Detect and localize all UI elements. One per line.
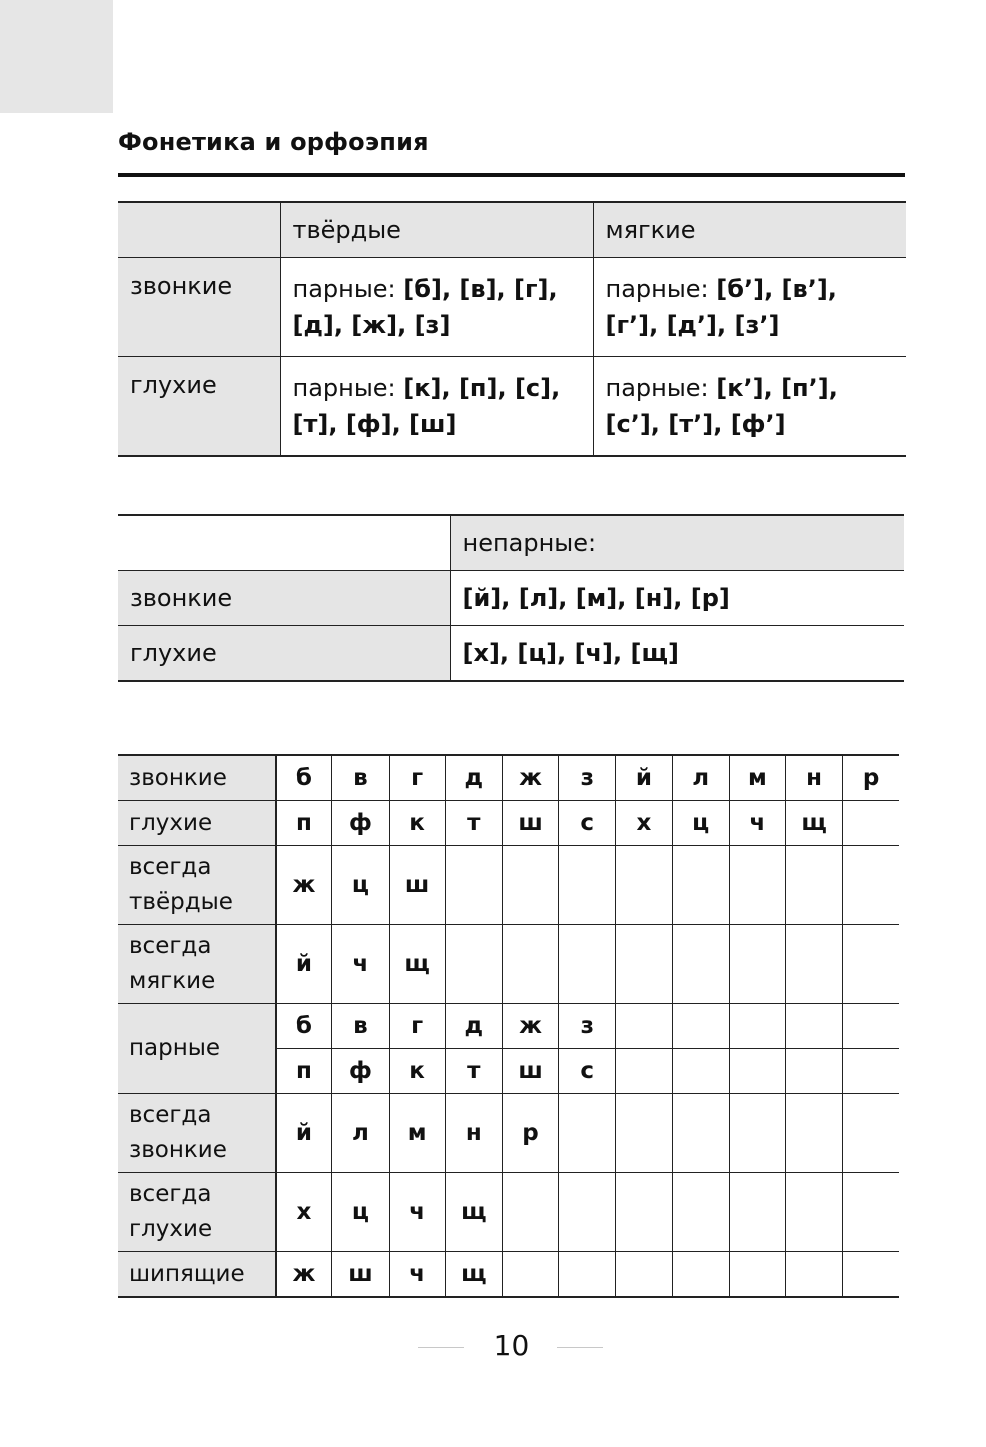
letter-cell: ф — [332, 1049, 389, 1094]
table-row — [118, 1004, 899, 1049]
table-row — [118, 626, 904, 682]
voiced-hard-cell — [280, 258, 593, 357]
letter-cell: н — [785, 755, 842, 801]
letter-cell: ч — [332, 925, 389, 1004]
letter-cell: щ — [785, 801, 842, 846]
letter-cell: ш — [389, 846, 445, 925]
table-row — [118, 1094, 899, 1173]
paired-values: [к], [п], [с], [т], [ф], [ш] — [292, 374, 561, 438]
letter-cell: в — [332, 755, 389, 801]
letter-cell — [729, 1173, 785, 1252]
letter-cell: р — [843, 755, 899, 801]
letter-cell: ж — [276, 846, 332, 925]
letter-cell: г — [389, 1004, 445, 1049]
letter-cell: ч — [729, 801, 785, 846]
letter-cell — [616, 1252, 672, 1298]
row-label: всегда мягкие — [118, 925, 276, 1004]
letter-cell: ш — [332, 1252, 389, 1298]
letter-cell: ж — [502, 1004, 558, 1049]
letter-cell — [729, 925, 785, 1004]
letter-cell: п — [276, 1049, 332, 1094]
letter-cell — [843, 1173, 899, 1252]
paired-values: [б’], [в’], [г’], [д’], [з’] — [605, 275, 837, 339]
hard-soft-table — [118, 201, 906, 457]
header-empty-cell — [118, 202, 280, 258]
letter-cell — [559, 925, 616, 1004]
letter-cell — [843, 1252, 899, 1298]
table-row — [118, 1252, 899, 1298]
letter-cell: ш — [502, 1049, 558, 1094]
letter-cell — [616, 925, 672, 1004]
header-soft: мягкие — [593, 202, 906, 258]
letter-cell — [785, 1004, 842, 1049]
letter-cell: ц — [332, 846, 389, 925]
letter-cell — [672, 1173, 729, 1252]
letter-cell: ф — [332, 801, 389, 846]
letter-cell — [672, 1252, 729, 1298]
row-label: всегда твёрдые — [118, 846, 276, 925]
letter-cell: ч — [389, 1252, 445, 1298]
letter-cell — [559, 1094, 616, 1173]
letter-cell — [843, 1094, 899, 1173]
corner-tab-block — [0, 0, 113, 113]
letter-cell — [616, 846, 672, 925]
letter-cell — [785, 1094, 842, 1173]
letter-cell — [843, 1049, 899, 1094]
letter-cell — [843, 925, 899, 1004]
letter-cell — [616, 1094, 672, 1173]
letter-cell — [785, 1173, 842, 1252]
header-unpaired: непарные: — [450, 515, 904, 571]
row-label: шипящие — [118, 1252, 276, 1298]
row-label: всегда глухие — [118, 1173, 276, 1252]
letter-cell — [729, 1252, 785, 1298]
letter-cell: л — [672, 755, 729, 801]
letter-cell — [616, 1173, 672, 1252]
row-label: звонкие — [118, 258, 280, 357]
letter-cell — [502, 1173, 558, 1252]
letter-cell: д — [445, 1004, 502, 1049]
letter-cell: п — [276, 801, 332, 846]
letter-cell — [445, 846, 502, 925]
letter-cell — [559, 1252, 616, 1298]
letter-cell — [785, 846, 842, 925]
letter-cell: в — [332, 1004, 389, 1049]
unpaired-values: [х], [ц], [ч], [щ] — [450, 626, 904, 682]
letter-cell — [785, 1049, 842, 1094]
table-row — [118, 258, 906, 357]
letter-cell — [785, 925, 842, 1004]
letter-cell: щ — [389, 925, 445, 1004]
letter-cell — [672, 925, 729, 1004]
voiceless-hard-cell — [280, 357, 593, 457]
letter-cell: р — [502, 1094, 558, 1173]
letter-cell: б — [276, 1004, 332, 1049]
letter-cell: з — [559, 1004, 616, 1049]
paired-lead: парные: — [292, 275, 396, 303]
table-row — [118, 801, 899, 846]
letter-cell — [843, 801, 899, 846]
title-divider — [118, 173, 905, 177]
letter-cell: й — [616, 755, 672, 801]
letter-cell — [559, 846, 616, 925]
letter-cell: к — [389, 801, 445, 846]
letter-cell: й — [276, 925, 332, 1004]
letter-cell — [843, 1004, 899, 1049]
letter-cell: ш — [502, 801, 558, 846]
letter-cell: х — [276, 1173, 332, 1252]
row-label: глухие — [118, 626, 450, 682]
letter-cell — [843, 846, 899, 925]
voiced-soft-cell — [593, 258, 906, 357]
letter-cell — [502, 925, 558, 1004]
letter-cell: с — [559, 801, 616, 846]
letter-cell — [729, 1049, 785, 1094]
page-title: Фонетика и орфоэпия — [118, 128, 429, 156]
letter-cell: г — [389, 755, 445, 801]
letter-cell: ч — [389, 1173, 445, 1252]
header-empty-cell — [118, 515, 450, 571]
page-number: 10 — [493, 1329, 530, 1362]
letter-cell — [729, 846, 785, 925]
letter-cell: х — [616, 801, 672, 846]
letter-cell: щ — [445, 1252, 502, 1298]
letter-cell: л — [332, 1094, 389, 1173]
voiceless-soft-cell — [593, 357, 906, 457]
table-row — [118, 571, 904, 626]
letter-cell: н — [445, 1094, 502, 1173]
paired-lead: парные: — [605, 275, 709, 303]
letter-cell — [729, 1094, 785, 1173]
table-row — [118, 1173, 899, 1252]
letter-cell — [559, 1173, 616, 1252]
footer-line-right — [557, 1347, 603, 1348]
unpaired-table — [118, 514, 904, 682]
row-label: всегда звонкие — [118, 1094, 276, 1173]
letter-cell: к — [389, 1049, 445, 1094]
row-label: глухие — [118, 357, 280, 457]
letter-cell: ж — [276, 1252, 332, 1298]
letter-cell — [502, 1252, 558, 1298]
letter-cell: з — [559, 755, 616, 801]
letter-cell — [672, 1004, 729, 1049]
letter-cell: й — [276, 1094, 332, 1173]
header-hard: твёрдые — [280, 202, 593, 258]
letter-cell: щ — [445, 1173, 502, 1252]
letter-cell: т — [445, 1049, 502, 1094]
unpaired-values: [й], [л], [м], [н], [р] — [450, 571, 904, 626]
consonant-letters-table — [118, 754, 899, 1298]
row-label: звонкие — [118, 571, 450, 626]
paired-lead: парные: — [605, 374, 709, 402]
letter-cell — [785, 1252, 842, 1298]
letter-cell: д — [445, 755, 502, 801]
table-row — [118, 357, 906, 457]
letter-cell: с — [559, 1049, 616, 1094]
letter-cell — [729, 1004, 785, 1049]
row-label: звонкие — [118, 755, 276, 801]
table-row — [118, 925, 899, 1004]
letter-cell: ц — [332, 1173, 389, 1252]
table-row — [118, 515, 904, 571]
letter-cell — [616, 1004, 672, 1049]
table-row — [118, 755, 899, 801]
table-row — [118, 846, 899, 925]
letter-cell — [672, 846, 729, 925]
letter-cell: м — [389, 1094, 445, 1173]
letter-cell: ц — [672, 801, 729, 846]
letter-cell — [445, 925, 502, 1004]
row-label: глухие — [118, 801, 276, 846]
letter-cell — [672, 1049, 729, 1094]
letter-cell: м — [729, 755, 785, 801]
letter-cell — [616, 1049, 672, 1094]
letter-cell — [502, 846, 558, 925]
letter-cell: ж — [502, 755, 558, 801]
table-row — [118, 202, 906, 258]
paired-values: [к’], [п’], [с’], [т’], [ф’] — [605, 374, 838, 438]
letter-cell: т — [445, 801, 502, 846]
paired-lead: парные: — [292, 374, 396, 402]
letter-cell — [672, 1094, 729, 1173]
row-label: парные — [118, 1004, 276, 1094]
paired-values: [б], [в], [г], [д], [ж], [з] — [292, 275, 558, 339]
letter-cell: б — [276, 755, 332, 801]
